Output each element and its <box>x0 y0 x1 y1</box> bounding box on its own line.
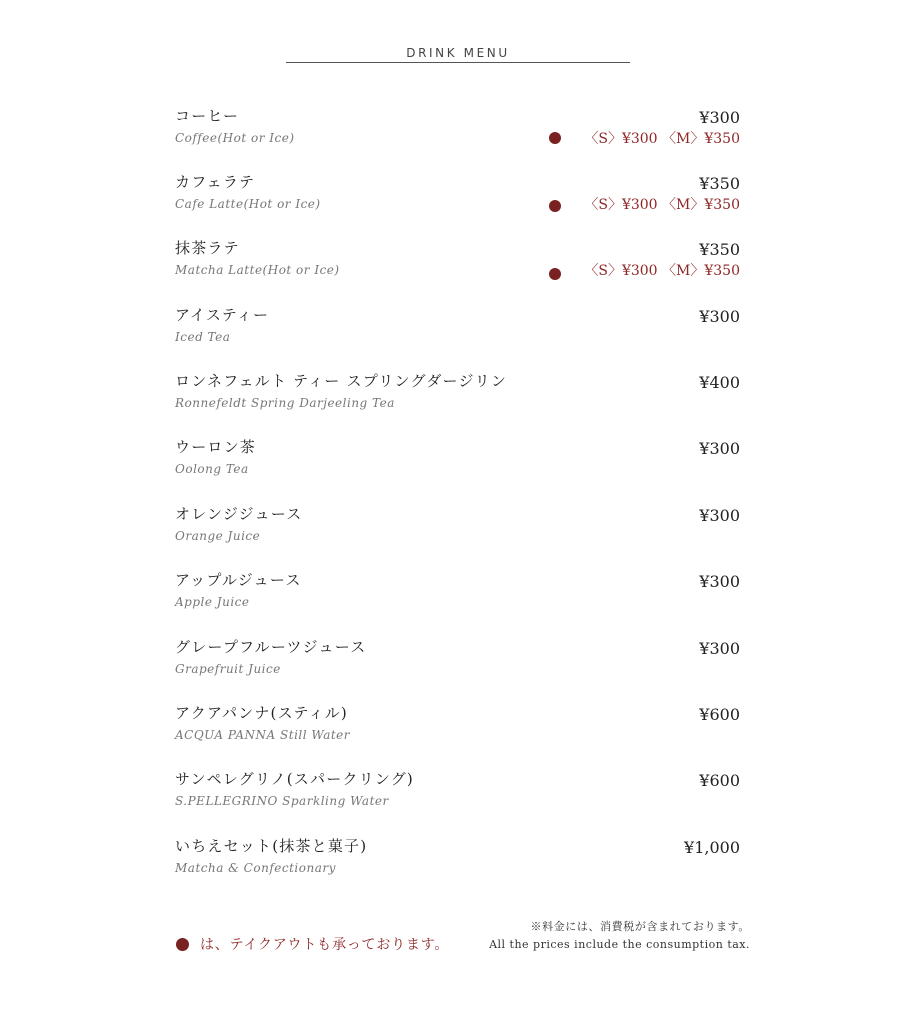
item-name-jp: ロンネフェルト ティー スプリングダージリン <box>175 372 508 390</box>
item-price: ¥300 <box>699 572 740 591</box>
menu-item <box>0 637 914 697</box>
item-name-en: S.PELLEGRINO Sparkling Water <box>175 794 389 808</box>
item-name-jp: ウーロン茶 <box>175 438 257 456</box>
item-name-en: Coffee(Hot or Ice) <box>175 131 295 145</box>
item-price: ¥600 <box>699 705 740 724</box>
item-price: ¥300 <box>699 639 740 658</box>
menu-item <box>0 570 914 630</box>
item-name-jp: カフェラテ <box>175 173 256 191</box>
menu-item <box>0 703 914 763</box>
item-name-jp: オレンジジュース <box>175 505 303 523</box>
tax-note <box>489 918 750 954</box>
menu-item <box>0 769 914 829</box>
takeout-dot-icon <box>549 268 561 280</box>
item-name-jp: いちえセット(抹茶と菓子) <box>175 837 368 855</box>
item-name-en: Ronnefeldt Spring Darjeeling Tea <box>175 396 395 410</box>
item-price: ¥1,000 <box>684 838 740 857</box>
item-price: ¥300 <box>699 439 740 458</box>
item-name-en: Orange Juice <box>175 529 261 543</box>
item-price: ¥300 <box>699 108 740 127</box>
item-name-jp: グレープフルーツジュース <box>175 638 367 656</box>
item-name-en: Cafe Latte(Hot or Ice) <box>175 197 321 211</box>
menu-title: DRINK MENU <box>406 46 510 60</box>
item-price: ¥350 <box>699 174 740 193</box>
item-name-jp: アクアパンナ(スティル) <box>175 704 348 722</box>
item-price: ¥400 <box>699 373 740 392</box>
takeout-dot-icon <box>176 938 189 951</box>
item-name-en: Oolong Tea <box>175 462 249 476</box>
item-name-en: Matcha & Confectionary <box>175 861 336 875</box>
takeout-note: は、テイクアウトも承っております。 <box>200 937 450 953</box>
item-name-jp: 抹茶ラテ <box>175 239 240 257</box>
item-name-en: Iced Tea <box>175 330 231 344</box>
menu-item <box>0 106 914 166</box>
menu-item <box>0 836 914 896</box>
item-name-en: Apple Juice <box>175 595 250 609</box>
item-size-prices: 〈S〉¥300 〈M〉¥350 <box>584 197 740 213</box>
takeout-dot-icon <box>549 132 561 144</box>
item-price: ¥300 <box>699 506 740 525</box>
item-price: ¥600 <box>699 771 740 790</box>
menu-item <box>0 305 914 365</box>
menu-item <box>0 504 914 564</box>
item-name-jp: コーヒー <box>175 107 240 125</box>
menu-item <box>0 437 914 497</box>
item-name-jp: アイスティー <box>175 306 270 324</box>
menu-item <box>0 371 914 431</box>
item-name-en: Grapefruit Juice <box>175 662 281 676</box>
tax-note-en: All the prices include the consumption tax. <box>489 938 750 951</box>
tax-note-jp: ※料金には、消費税が含まれております。 <box>530 920 750 933</box>
item-size-prices: 〈S〉¥300 〈M〉¥350 <box>584 131 740 147</box>
menu-item <box>0 172 914 232</box>
item-name-en: ACQUA PANNA Still Water <box>175 728 351 742</box>
menu-item <box>0 238 914 298</box>
takeout-dot-icon <box>549 200 561 212</box>
item-price: ¥350 <box>699 240 740 259</box>
item-size-prices: 〈S〉¥300 〈M〉¥350 <box>584 263 740 279</box>
item-price: ¥300 <box>699 307 740 326</box>
item-name-jp: アップルジュース <box>175 571 302 589</box>
item-name-en: Matcha Latte(Hot or Ice) <box>175 263 340 277</box>
item-name-jp: サンペレグリノ(スパークリング) <box>175 770 414 788</box>
